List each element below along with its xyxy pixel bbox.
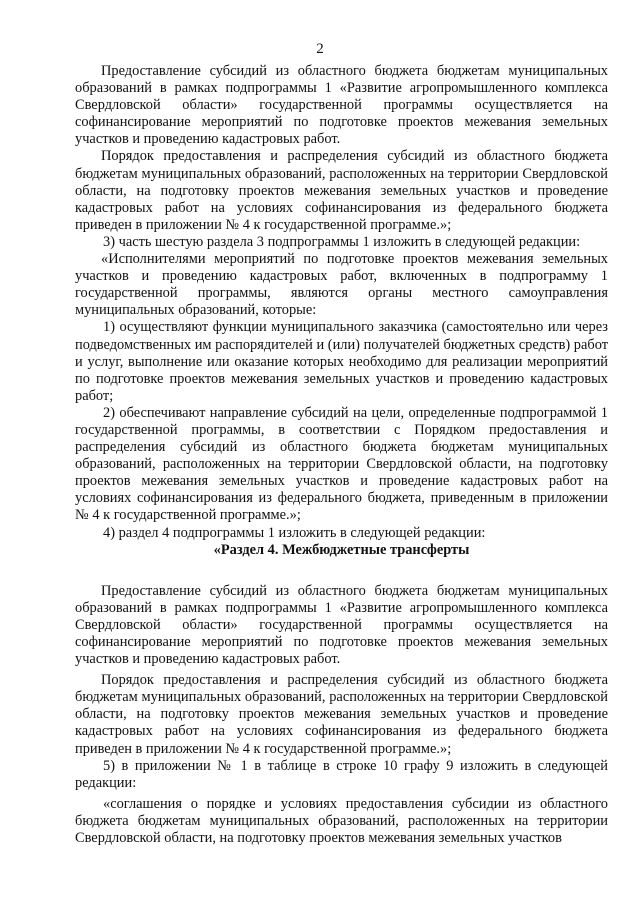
paragraph-subsidy-provision-repeat: Предоставление субсидий из областного бюджета бюджетам муниципальных образований в рамках подпрограммы 1 «Развитие агропромышленного комплекса Свердловской области» государственной программы осуществляется на софинансирование мероприятий по подготовке проектов межевания земельных участков и проведению кадастровых работ. (75, 582, 608, 668)
paragraph-subsidy-procedure: Порядок предоставления и распределения субсидий из областного бюджета бюджетам муниципальных образований, расположенных на территории Свердловской области, на подготовку проектов межевания земельных участков и проведение кадастровых работ на условиях софинансирования из федерального бюджета приведен в приложении № 4 к государственной программе.»; (75, 148, 608, 233)
document-body (75, 63, 608, 847)
page-number: 2 (316, 41, 324, 57)
section-heading: «Раздел 4. Межбюджетные трансферты (213, 541, 470, 558)
paragraph-executors: «Исполнителями мероприятий по подготовке проектов межевания земельных участков и проведению кадастровых работ, включенных в подпрограмму 1 государственной программы, являются органы местного самоуправления муниципальных образований, которые: (75, 251, 608, 319)
paragraph-agreements: «соглашения о порядке и условиях предоставления субсидии из областного бюджета бюджетам муниципальных образований, расположенных на территории Свердловской области, на подготовку проектов межевания земельных участков (75, 795, 608, 847)
paragraph-subsidy-procedure-repeat: Порядок предоставления и распределения субсидий из областного бюджета бюджетам муниципальных образований, расположенных на территории Свердловской области, на подготовку проектов межевания земельных участков и проведение кадастровых работ на условиях софинансирования из федерального бюджета приведен в приложении № 4 к государственной программе.»; (75, 672, 608, 757)
paragraph-executors-item-1: 1) осуществляют функции муниципального заказчика (самостоятельно или через подведомственных им распорядителей и (или) получателей бюджетных средств) работ и услуг, выполнение или оказание которых необходимо для реализации мероприятий по подготовке проектов межевания земельных участков и проведению кадастровых работ; (75, 319, 608, 404)
paragraph-item-4: 4) раздел 4 подпрограммы 1 изложить в следующей редакции: (103, 524, 486, 541)
paragraph-subsidy-provision: Предоставление субсидий из областного бюджета бюджетам муниципальных образований в рамках подпрограммы 1 «Развитие агропромышленного комплекса Свердловской области» государственной программы осуществляется на софинансирование мероприятий по подготовке проектов межевания земельных участков и проведению кадастровых работ. (75, 63, 608, 148)
paragraph-item-3: 3) часть шестую раздела 3 подпрограммы 1 изложить в следующей редакции: (103, 233, 581, 250)
paragraph-item-5: 5) в приложении № 1 в таблице в строке 10 графу 9 изложить в следующей редакции: (75, 757, 608, 791)
paragraph-executors-item-2: 2) обеспечивают направление субсидий на цели, определенные подпрограммой 1 государственной программы, в соответствии с Порядком предоставления и распределения субсидий из областного бюджета бюджетам муниципальных образований, расположенных на территории Свердловской области, на подготовку проектов межевания земельных участков и проведение кадастровых работ на условиях софинансирования из федерального бюджета, приведенным в приложении № 4 к государственной программе.»; (75, 404, 608, 524)
